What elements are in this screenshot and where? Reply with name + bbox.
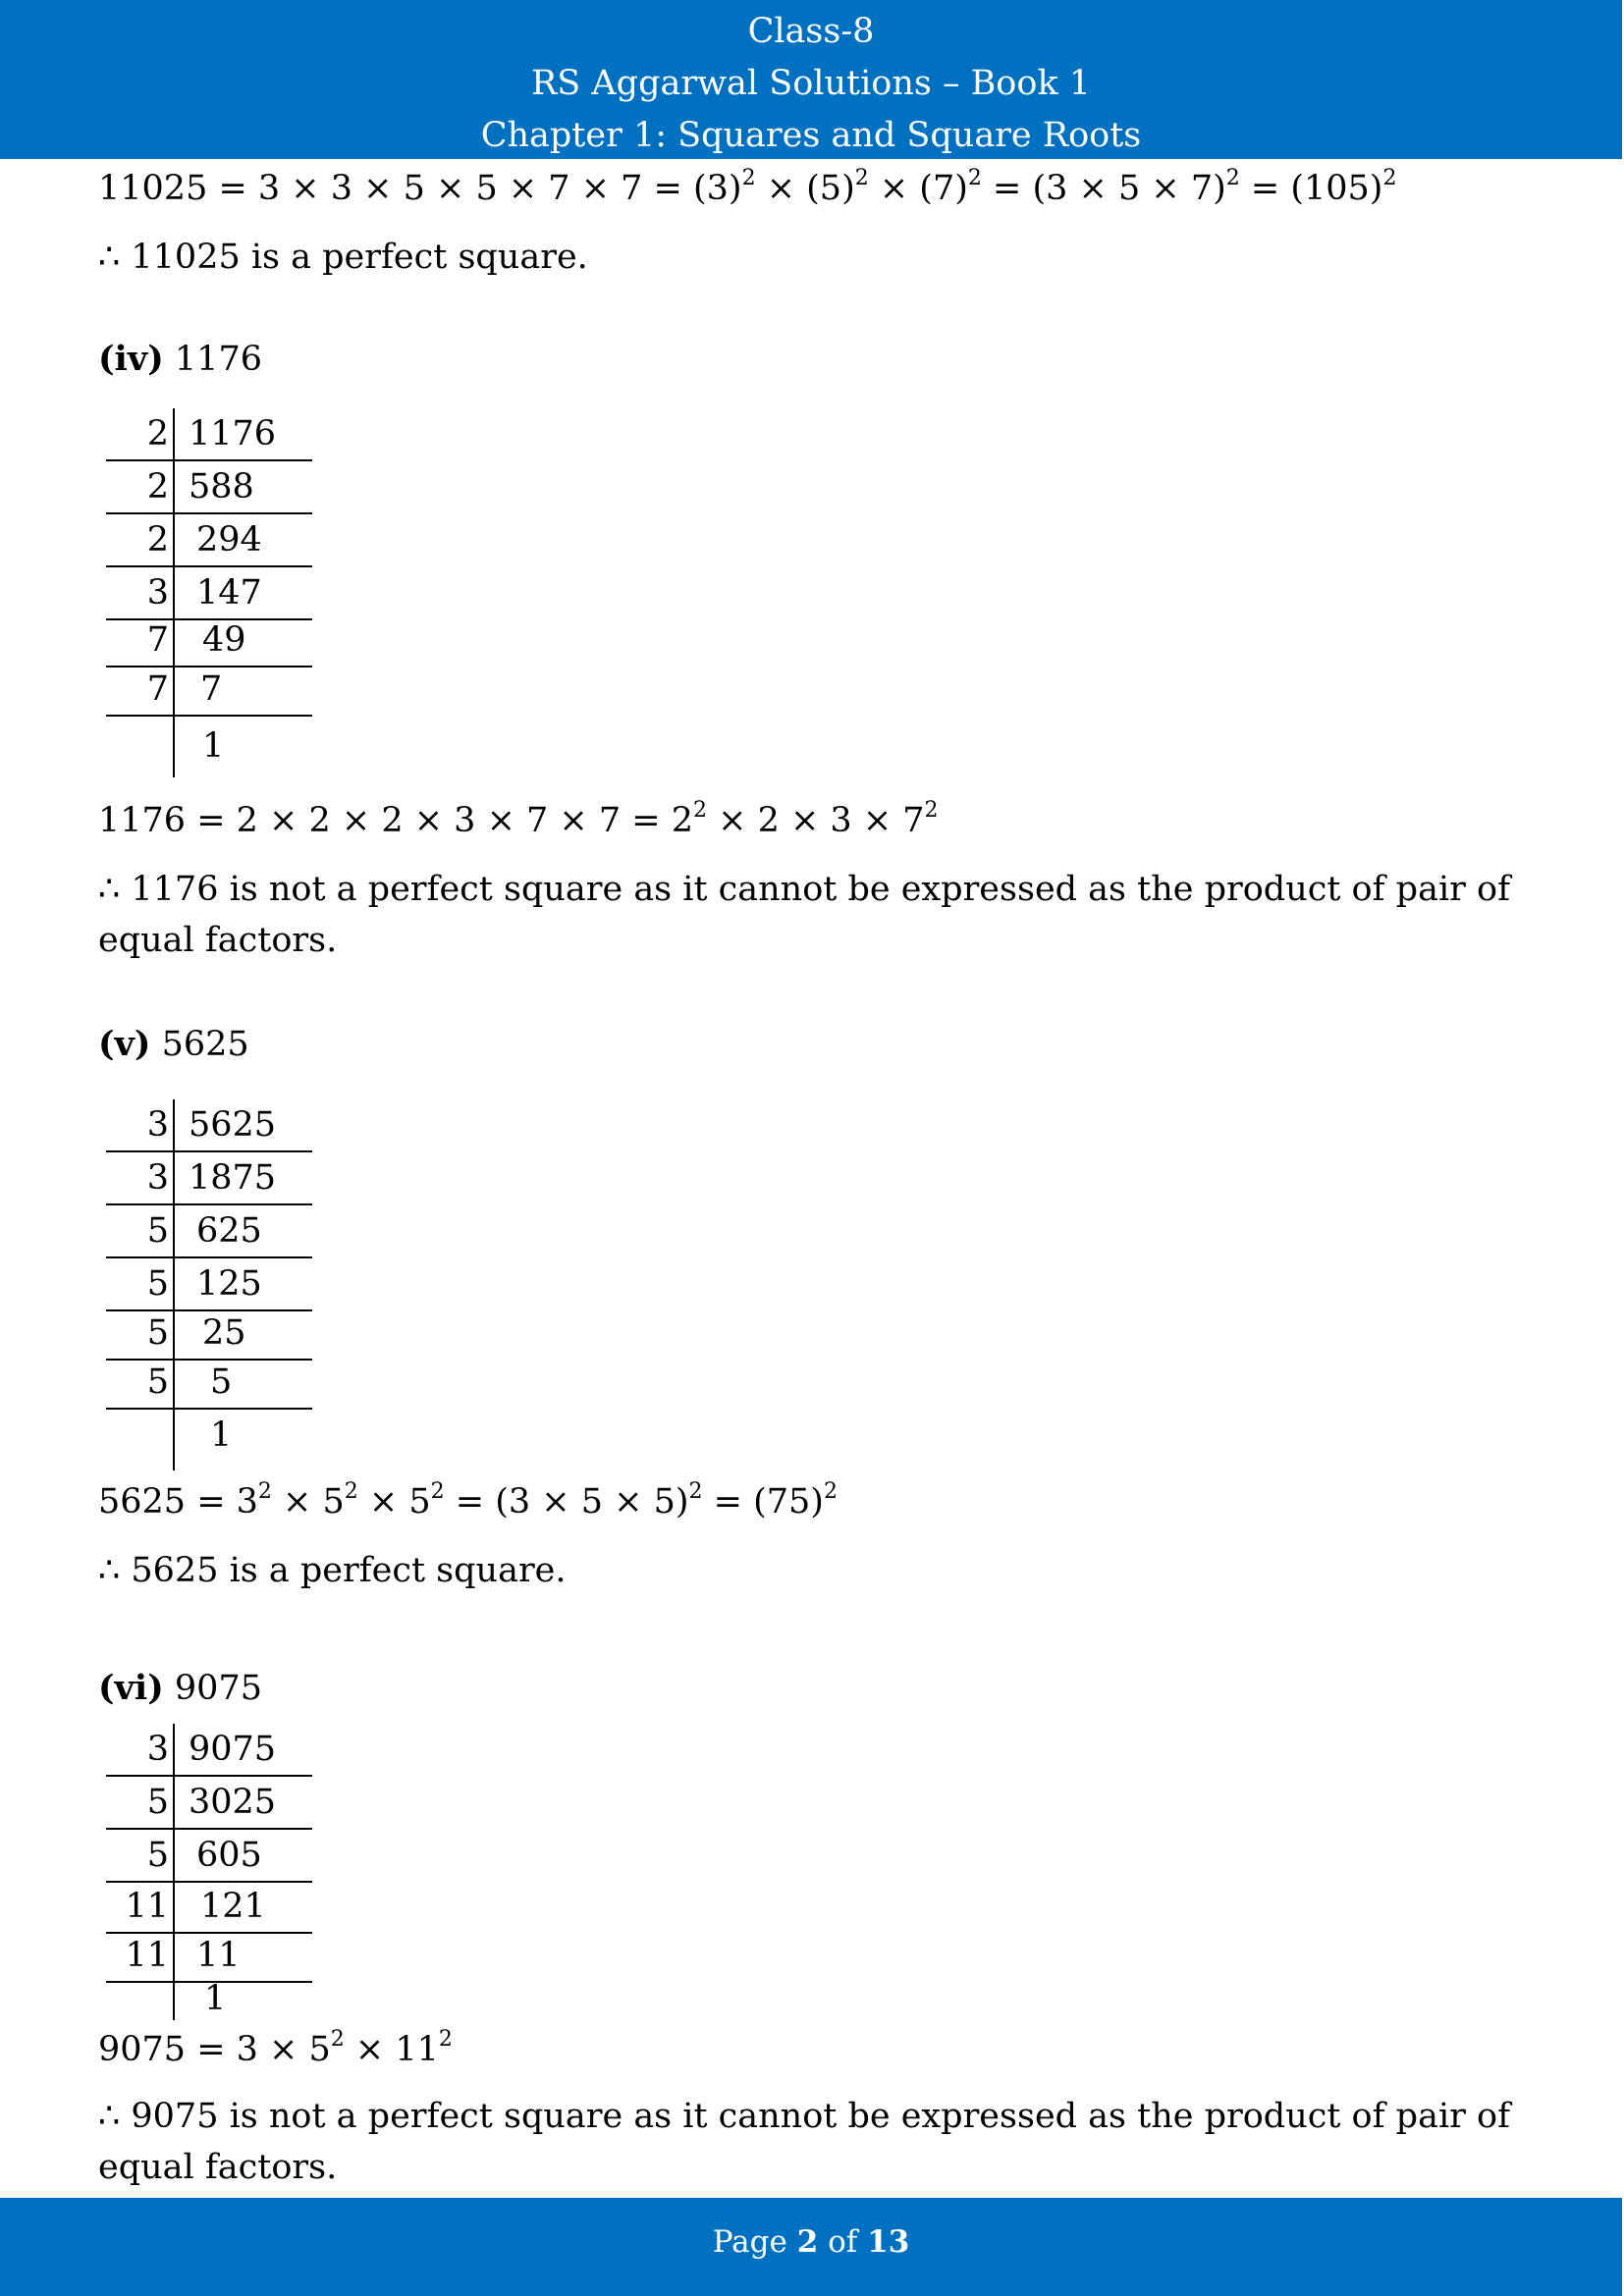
table-row: 1	[202, 726, 225, 766]
book-title: RS Aggarwal Solutions – Book 1	[530, 64, 1092, 103]
conclusion-11025: ∴ 11025 is a perfect square.	[98, 238, 588, 277]
page-word: Page	[712, 2224, 787, 2260]
table-row: 7 7	[94, 664, 330, 717]
class-title: Class-8	[747, 12, 875, 51]
part-label: (v)	[98, 1024, 151, 1064]
table-row: 3 1875	[94, 1152, 330, 1205]
part-number: 1176	[174, 340, 262, 379]
table-row: 5 25	[94, 1308, 330, 1361]
table-row: 5 3025	[94, 1777, 330, 1830]
part-vi-heading	[98, 1663, 262, 1714]
total-pages: 13	[867, 2224, 910, 2260]
equation-1176: $1176 = 2 \times 2 \times 2 \times 3 \times 7 \times 7 = 2^2 \times 2 \times 3 \times 7^2$	[98, 798, 939, 840]
table-row: 5 125	[94, 1258, 330, 1311]
table-row: 11 11	[94, 1930, 330, 1983]
table-row: 3 147	[94, 567, 330, 620]
table-row: 11 121	[94, 1881, 330, 1934]
part-label: (iv)	[98, 339, 164, 379]
of-word: of	[828, 2224, 858, 2260]
table-row: 1	[204, 1979, 227, 2018]
part-number: 9075	[174, 1669, 262, 1708]
part-v-heading	[98, 1019, 249, 1070]
page-header	[0, 0, 1622, 159]
equation-9075: $9075 = 3 \times 5^2 \times 11^2$	[98, 2027, 453, 2069]
conclusion-9075: ∴ 9075 is not a perfect square as it cannot be expressed as the product of pair of equal factors.	[98, 2097, 1511, 2187]
table-row: 5 5	[94, 1357, 330, 1410]
part-number: 5625	[161, 1025, 249, 1064]
table-row: 1	[210, 1415, 233, 1455]
table-row: 3 5625	[94, 1099, 330, 1152]
table-row: 3 9075	[94, 1724, 330, 1777]
table-row: 2 1176	[94, 408, 330, 461]
table-row: 2 588	[94, 461, 330, 514]
page-footer	[0, 2198, 1622, 2296]
current-page: 2	[796, 2224, 819, 2260]
part-label: (vi)	[98, 1668, 164, 1708]
conclusion-5625: ∴ 5625 is a perfect square.	[98, 1551, 567, 1590]
table-row: 2 294	[94, 514, 330, 567]
equation-5625: $5625 = 3^2 \times 5^2 \times 5^2 = (3 \times 5 \times 5)^2 = (75)^2$	[98, 1479, 838, 1522]
table-row: 5 625	[94, 1205, 330, 1258]
table-row: 7 49	[94, 614, 330, 667]
conclusion-1176: ∴ 1176 is not a perfect square as it cannot be expressed as the product of pair of equal factors.	[98, 870, 1511, 960]
table-row: 5 605	[94, 1830, 330, 1883]
equation-11025: $11025 = 3 \times 3 \times 5 \times 5 \times 7 \times 7 = (3)^2 \times (5)^2 \times (7)^2 = (3 \times 5 \times 7)^2 = (105)^2$	[98, 166, 1397, 208]
part-iv-heading	[98, 334, 262, 385]
chapter-title: Chapter 1: Squares and Square Roots	[480, 116, 1142, 155]
